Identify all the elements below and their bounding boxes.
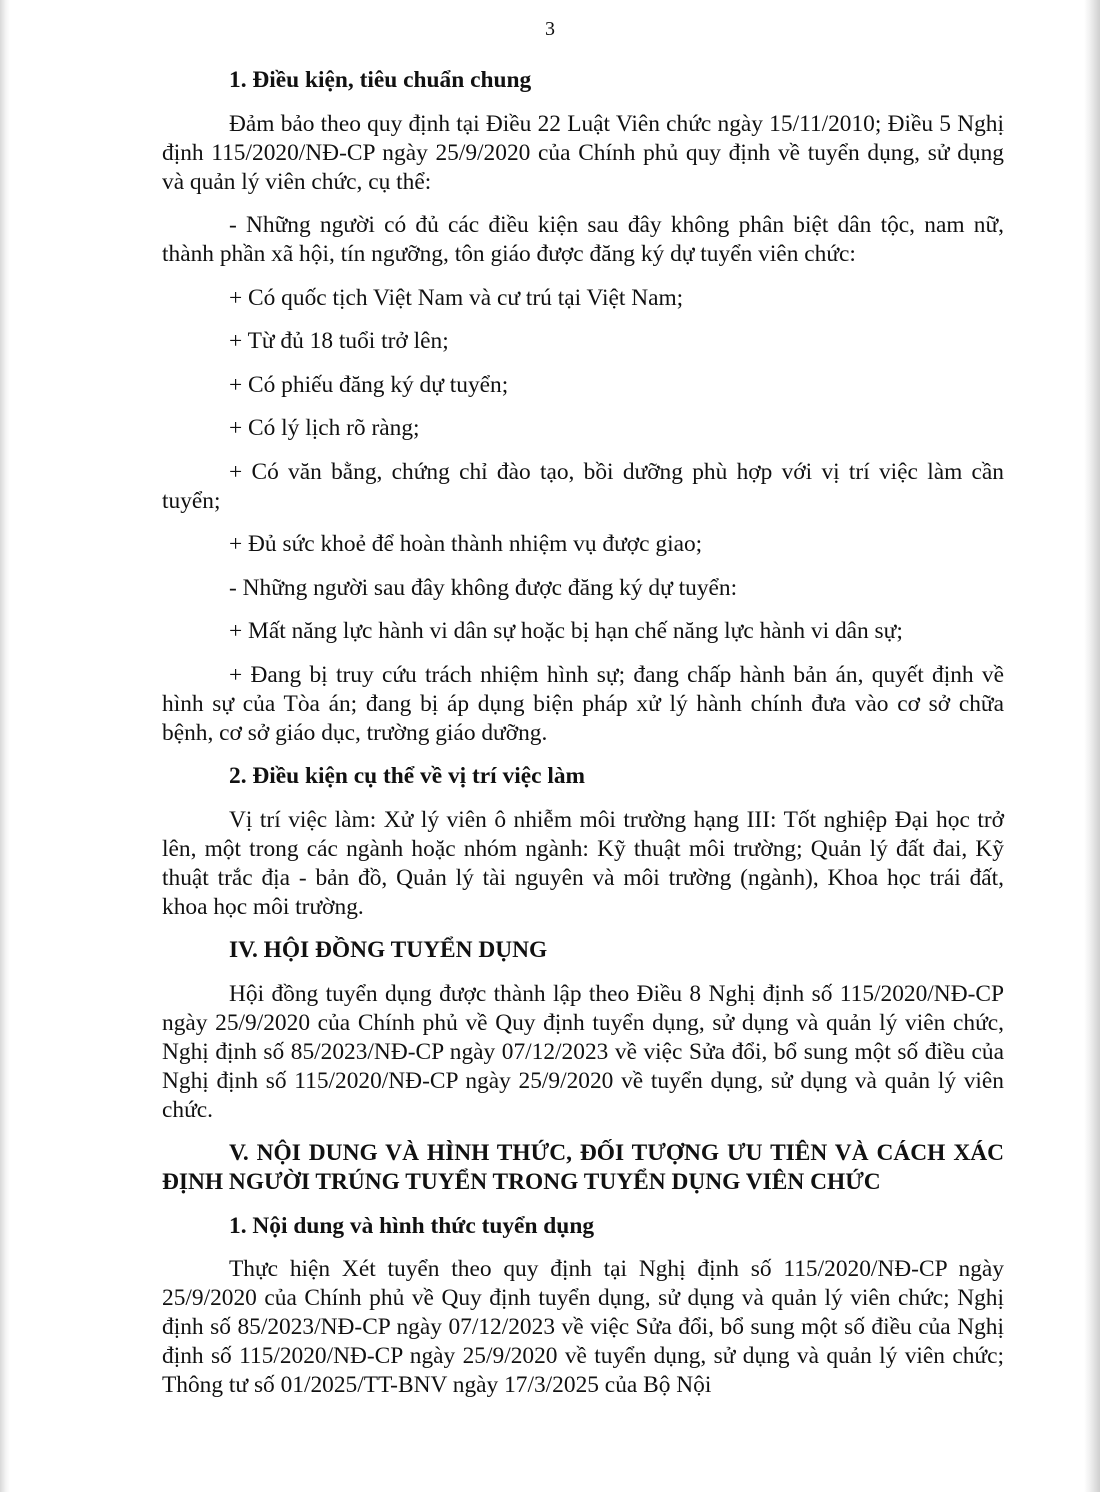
paragraph: Thực hiện Xét tuyển theo quy định tại Nghị định số 115/2020/NĐ-CP ngày 25/9/2020 của Chính phủ về Quy định tuyển dụng, sử dụng và quản lý viên chức; Nghị định số 85/2023/NĐ-CP ngày 07/12/2023 về việc Sửa đổi, bổ sung một số điều của Nghị định số 115/2020/NĐ-CP ngày 25/9/2020 về tuyển dụng, sử dụng và quản lý viên chức; Thông tư số 01/2025/TT-BNV ngày 17/3/2025 của Bộ Nội	[162, 1256, 1004, 1398]
list-item: + Đang bị truy cứu trách nhiệm hình sự; đang chấp hành bản án, quyết định về hình sự của Tòa án; đang bị áp dụng biện pháp xử lý hành chính đưa vào cơ sở chữa bệnh, cơ sở giáo dục, trường giáo dưỡng.	[162, 661, 1004, 746]
paragraph: Vị trí việc làm: Xử lý viên ô nhiễm môi trường hạng III: Tốt nghiệp Đại học trở lên, một trong các ngành hoặc nhóm ngành: Kỹ thuật môi trường; Quản lý đất đai, Kỹ thuật trắc địa - bản đồ, Quản lý tài nguyên và môi trường (ngành), Khoa học trái đất, khoa học môi trường.	[162, 806, 1004, 920]
list-item: + Đủ sức khoẻ để hoàn thành nhiệm vụ được giao;	[229, 531, 703, 557]
page-edge-shadow-left	[0, 0, 10, 1492]
list-item: + Có phiếu đăng ký dự tuyển;	[229, 371, 509, 398]
list-item: + Mất năng lực hành vi dân sự hoặc bị hạn chế năng lực hành vi dân sự;	[229, 618, 903, 644]
paragraph: - Những người có đủ các điều kiện sau đây không phân biệt dân tộc, nam nữ, thành phần xã hội, tín ngưỡng, tôn giáo được đăng ký dự tuyển viên chức:	[162, 212, 1004, 267]
paragraph: - Những người sau đây không được đăng ký dự tuyển:	[229, 574, 738, 601]
document-body	[162, 66, 1004, 1415]
list-item: + Có quốc tịch Việt Nam và cư trú tại Việt Nam;	[229, 284, 684, 311]
page-edge-shadow-right	[1084, 0, 1100, 1492]
list-item: + Từ đủ 18 tuổi trở lên;	[229, 328, 449, 354]
page-number: 3	[545, 18, 555, 40]
paragraph: Hội đồng tuyển dụng được thành lập theo Điều 8 Nghị định số 115/2020/NĐ-CP ngày 25/9/2020 của Chính phủ về Quy định tuyển dụng, sử dụng và quản lý viên chức, Nghị định số 85/2023/NĐ-CP ngày 07/12/2023 về việc Sửa đổi, bổ sung một số điều của Nghị định số 115/2020/NĐ-CP ngày 25/9/2020 về tuyển dụng, sử dụng và quản lý viên chức.	[162, 980, 1004, 1123]
paragraph: Đảm bảo theo quy định tại Điều 22 Luật Viên chức ngày 15/11/2010; Điều 5 Nghị định 115/2020/NĐ-CP ngày 25/9/2020 của Chính phủ quy định về tuyển dụng, sử dụng và quản lý viên chức, cụ thể:	[162, 110, 1004, 195]
list-item: + Có văn bằng, chứng chỉ đào tạo, bồi dưỡng phù hợp với vị trí việc làm cần tuyển;	[162, 458, 1004, 514]
section-heading: 1. Nội dung và hình thức tuyển dụng	[229, 1212, 595, 1239]
chapter-heading: IV. HỘI ĐỒNG TUYỂN DỤNG	[229, 937, 548, 963]
list-item: + Có lý lịch rõ ràng;	[229, 415, 420, 441]
section-heading: 2. Điều kiện cụ thể về vị trí việc làm	[229, 763, 585, 789]
section-heading: 1. Điều kiện, tiêu chuẩn chung	[229, 67, 532, 93]
chapter-heading: V. NỘI DUNG VÀ HÌNH THỨC, ĐỐI TƯỢNG ƯU TIÊN VÀ CÁCH XÁC ĐỊNH NGƯỜI TRÚNG TUYỂN TRONG TUYỂN DỤNG VIÊN CHỨC	[162, 1140, 1004, 1195]
